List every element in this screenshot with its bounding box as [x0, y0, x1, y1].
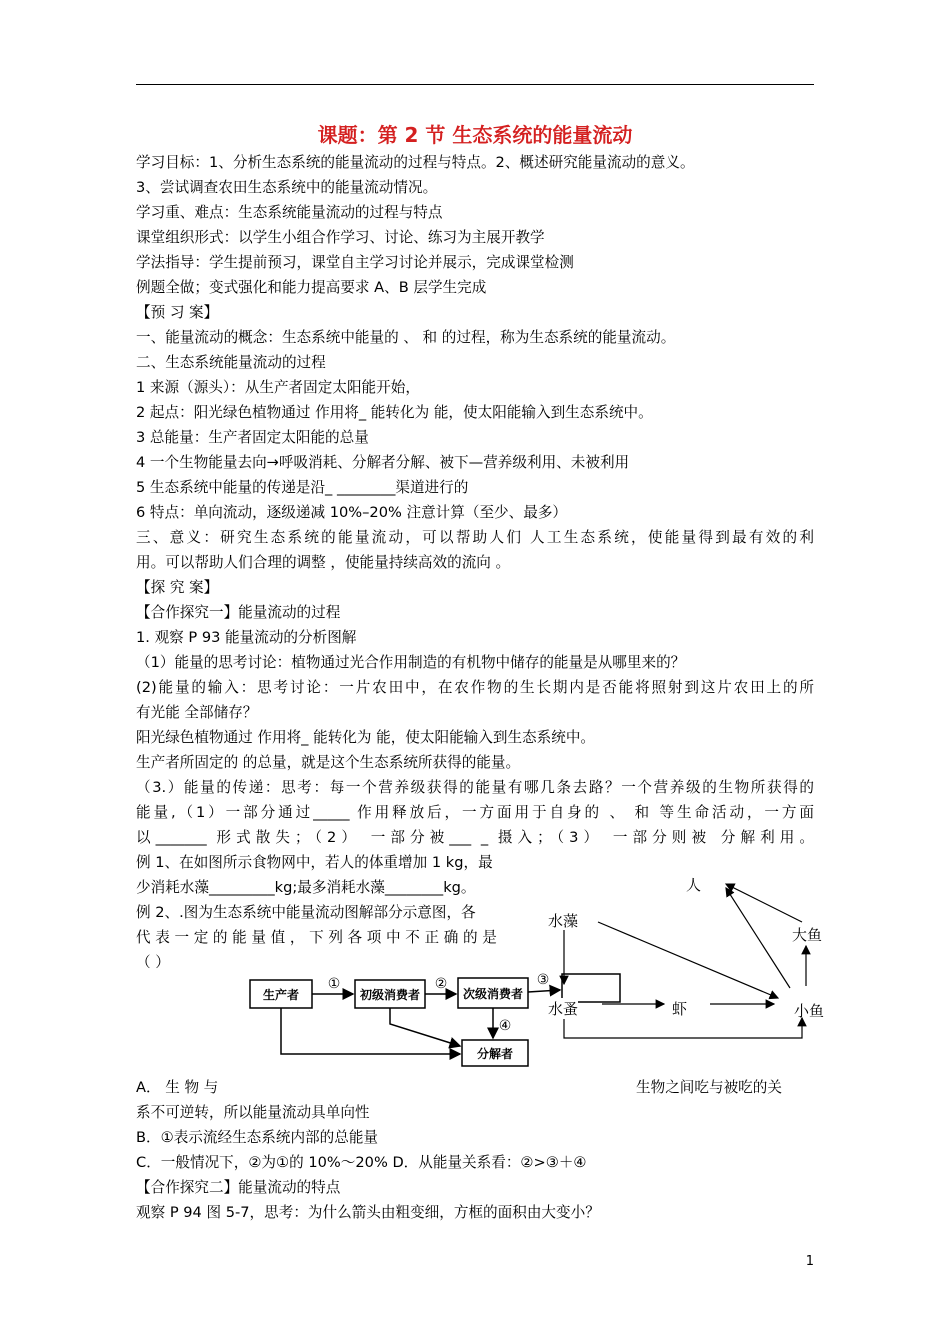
text-line: A． 生 物 与 — [136, 1079, 219, 1096]
header-rule — [136, 84, 814, 85]
text-line: 代 表 一 定 的 能 量 值 ， 下 列 各 项 中 不 正 确 的 是 — [136, 929, 497, 946]
flow-number-4: ④ — [498, 1018, 512, 1034]
text-line: 以_______ 形式散失；（2） 一部分被___ _ 摄入；（3） 一部分则被 分解利用。 — [136, 829, 814, 846]
text-line: 1. 观察 P 93 能量流动的分析图解 — [136, 629, 357, 646]
text-line: 【探 究 案】 — [136, 579, 219, 596]
text-line: 学法指导：学生提前预习，课堂自主学习讨论并展示，完成课堂检测 — [136, 254, 574, 271]
flow-number-3: ③ — [536, 972, 550, 988]
foodweb-small-fish: 小鱼 — [794, 1002, 825, 1020]
text-line: 观察 P 94 图 5-7，思考：为什么箭头由粗变细，方框的面积由大变小？ — [136, 1204, 600, 1221]
foodweb-big-fish: 大鱼 — [792, 926, 823, 944]
foodweb-human: 人 — [686, 876, 702, 894]
text-line: 能量,（1）一部分通过_____ 作用释放后，一方面用于自身的 、 和 等生命活动，一方面 — [136, 804, 814, 821]
text-line: 例 2、.图为生态系统中能量流动图解部分示意图，各 — [136, 904, 476, 921]
foodweb-water-flea: 水蚤 — [548, 1000, 579, 1018]
text-line: 生产者所固定的 的总量，就是这个生态系统所获得的能量。 — [136, 754, 521, 771]
flow-number-1: ① — [327, 976, 341, 992]
text-line: C．一般情况下，②为①的 10%～20% D．从能量关系看：②>③＋④ — [136, 1154, 587, 1171]
producer-label: 生产者 — [262, 988, 300, 1002]
text-line: 用。可以帮助人们合理的调整 ，使能量持续高效的流向 。 — [136, 554, 511, 571]
text-line: 5 生态系统中能量的传递是沿_ ________渠道进行的 — [136, 479, 469, 496]
text-line: (2)能量的输入：思考讨论：一片农田中，在农作物的生长期内是否能将照射到这片农田上的所 — [136, 679, 814, 696]
text-line: 1 来源（源头）：从生产者固定太阳能开始， — [136, 379, 420, 396]
text-line: B．①表示流经生态系统内部的总能量 — [136, 1129, 379, 1146]
text-line: 课堂组织形式：以学生小组合作学习、讨论、练习为主展开教学 — [136, 229, 545, 246]
text-line: 3 总能量：生产者固定太阳能的总量 — [136, 429, 369, 446]
primary-consumer-label: 初级消费者 — [359, 988, 421, 1002]
text-line: 【预 习 案】 — [136, 304, 219, 321]
text-line: 三、意义：研究生态系统的能量流动，可以帮助人们 人工生态系统，使能量得到最有效的利 — [136, 529, 814, 546]
text-line: 学习重、难点：生态系统能量流动的过程与特点 — [136, 204, 443, 221]
text-line: （1）能量的思考讨论：植物通过光合作用制造的有机物中储存的能量是从哪里来的？ — [136, 654, 686, 671]
text-line: 少消耗水藻_________kg;最多消耗水藻________kg。 — [136, 879, 476, 896]
text-line: 【合作探究一】能量流动的过程 — [136, 604, 341, 621]
option-a-continuation: 生物之间吃与被吃的关 — [636, 1079, 782, 1096]
text-line: 2 起点：阳光绿色植物通过 作用将_ 能转化为 能，使太阳能输入到生态系统中。 — [136, 404, 653, 421]
page-title: 课题：第 2 节 生态系统的能量流动 — [317, 123, 633, 147]
text-line: 【合作探究二】能量流动的特点 — [136, 1179, 341, 1196]
text-line: 学习目标：1、分析生态系统的能量流动的过程与特点。2、概述研究能量流动的意义。 — [136, 154, 695, 171]
text-line: 系不可逆转，所以能量流动具单向性 — [136, 1104, 370, 1121]
page-number: 1 — [805, 1254, 814, 1269]
text-line: 一、能量流动的概念：生态系统中能量的 、 和 的过程，称为生态系统的能量流动。 — [136, 329, 676, 346]
text-line: 6 特点：单向流动，逐级递减 10%–20% 注意计算（至少、最多） — [136, 504, 568, 521]
foodweb-algae: 水藻 — [548, 912, 579, 930]
text-line: 3、尝试调查农田生态系统中的能量流动情况。 — [136, 179, 438, 196]
decomposer-label: 分解者 — [476, 1047, 514, 1061]
text-line: 有光能 全部储存？ — [136, 704, 258, 721]
food-web-diagram — [540, 870, 840, 1050]
flow-number-2: ② — [434, 976, 448, 992]
secondary-consumer-label: 次级消费者 — [462, 987, 524, 1001]
text-line: 二、生态系统能量流动的过程 — [136, 354, 326, 371]
text-line: （ ） — [136, 954, 170, 971]
text-line: 例 1、在如图所示食物网中，若人的体重增加 1 kg，最 — [136, 854, 493, 871]
text-line: （3.）能量的传递：思考：每一个营养级获得的能量有哪几条去路？一个营养级的生物所获得的 — [136, 779, 814, 796]
text-line: 阳光绿色植物通过 作用将_ 能转化为 能，使太阳能输入到生态系统中。 — [136, 729, 596, 746]
foodweb-shrimp: 虾 — [672, 1000, 688, 1018]
text-line: 4 一个生物能量去向→呼吸消耗、分解者分解、被下—营养级利用、未被利用 — [136, 454, 630, 471]
text-line: 例题全做；变式强化和能力提高要求 A、B 层学生完成 — [136, 279, 487, 296]
